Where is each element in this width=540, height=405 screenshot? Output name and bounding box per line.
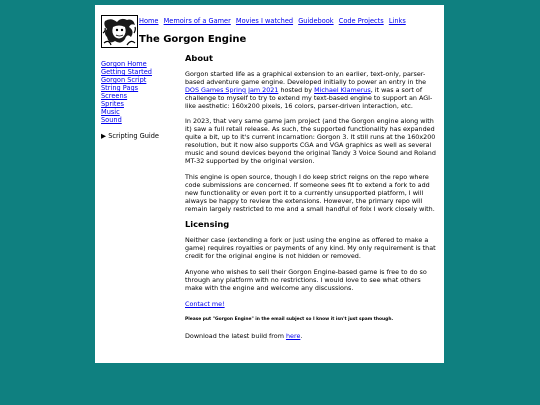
- nav-memoirs[interactable]: Memoirs of a Gamer: [163, 17, 231, 25]
- sidebar-link-string-pags[interactable]: String Pags: [101, 84, 139, 92]
- download-period: .: [300, 331, 303, 340]
- licensing-paragraph-2: Anyone who wishes to sell their Gorgon Engine-based game is free to do so through any platform with no restrictions. I would love to see what others make with the engine and welcome any discussions.: [185, 268, 427, 292]
- scripting-guide-toggle[interactable]: [101, 132, 181, 140]
- michael-klamerus-link[interactable]: Michael Klamerus: [314, 85, 371, 94]
- nav-links[interactable]: Links: [388, 17, 406, 25]
- sidebar-link-getting-started[interactable]: Getting Started: [101, 68, 152, 76]
- sidebar-link-gorgon-script[interactable]: Gorgon Script: [101, 76, 147, 84]
- site-title: The Gorgon Engine: [139, 34, 247, 45]
- dos-games-jam-link[interactable]: DOS Games Spring Jam 2021: [185, 85, 279, 94]
- contact-paragraph: [185, 301, 439, 309]
- contact-link[interactable]: Contact me!: [185, 299, 225, 308]
- about-paragraph-2: In 2023, that very same game jam project (and the Gorgon engine along with it) saw a full retail release. As such, the supported functionality has expanded quite a bit, up to it's current incarnation: Gorgon 3. It still runs at the 160x200 resolution, but it now also supports CGA and VGA graphics as well as several music and sound devices beyond the original Tandy 3 Voice Sound and Roland MT-32 supported by the original version.: [185, 117, 436, 165]
- about-p1-text-a: Gorgon started life as a graphical extension to an earlier, text-only, parser-based adventure game engine. Developed initially to power an entry in the: [185, 69, 427, 86]
- download-paragraph: [185, 333, 439, 341]
- main-content: [185, 55, 439, 349]
- page-container: [95, 5, 444, 363]
- about-p1-text-b: hosted by: [278, 85, 315, 94]
- download-link[interactable]: here: [285, 331, 301, 340]
- about-p1-text-c: , it was a sort of challenge to myself to try to extend my text-based engine to support an AGI-like aesthetic: 160x200 pixels, 16 colors, parser-driven interaction, etc.: [185, 85, 433, 110]
- nav-code-projects[interactable]: Code Projects: [338, 17, 384, 25]
- about-paragraph-3: This engine is open source, though I do keep strict reigns on the repo where code submissions are concerned. If someone sees fit to extend a fork to add new functionality or even port it to a currently unsupported platform, I will always be happy to review the extensions. However, the primary repo will remain largely restricted to me and a small handful of folx I work closely with.: [185, 172, 435, 213]
- sidebar-link-gorgon-home[interactable]: Gorgon Home: [101, 60, 147, 68]
- download-text: Download the latest build from: [185, 331, 286, 340]
- licensing-heading: Licensing: [185, 219, 230, 230]
- top-navigation: [139, 17, 409, 25]
- scripting-guide-label: Scripting Guide: [108, 132, 159, 140]
- nav-movies[interactable]: Movies I watched: [235, 17, 294, 25]
- triangle-right-icon: ▶: [101, 132, 107, 140]
- about-paragraph-1: [185, 71, 439, 111]
- licensing-paragraph-1: Neither case (extending a fork or just using the engine as offered to make a game) requires royalties or payments of any kind. My only requirement is that credit for the original engine is not hidden or removed.: [185, 236, 436, 261]
- sidebar-link-sprites[interactable]: Sprites: [101, 100, 124, 108]
- email-subject-note: Please put "Gorgon Engine" in the email subject so I know it isn't just spam though.: [185, 316, 394, 322]
- sidebar-link-screens[interactable]: Screens: [101, 92, 128, 100]
- about-heading: About: [185, 53, 213, 63]
- nav-guidebook[interactable]: Guidebook: [298, 17, 334, 25]
- sidebar-link-sound[interactable]: Sound: [101, 116, 122, 124]
- gorgon-logo: [101, 15, 138, 48]
- sidebar: [101, 60, 181, 140]
- sidebar-link-music[interactable]: Music: [101, 108, 120, 116]
- nav-home[interactable]: Home: [139, 17, 159, 25]
